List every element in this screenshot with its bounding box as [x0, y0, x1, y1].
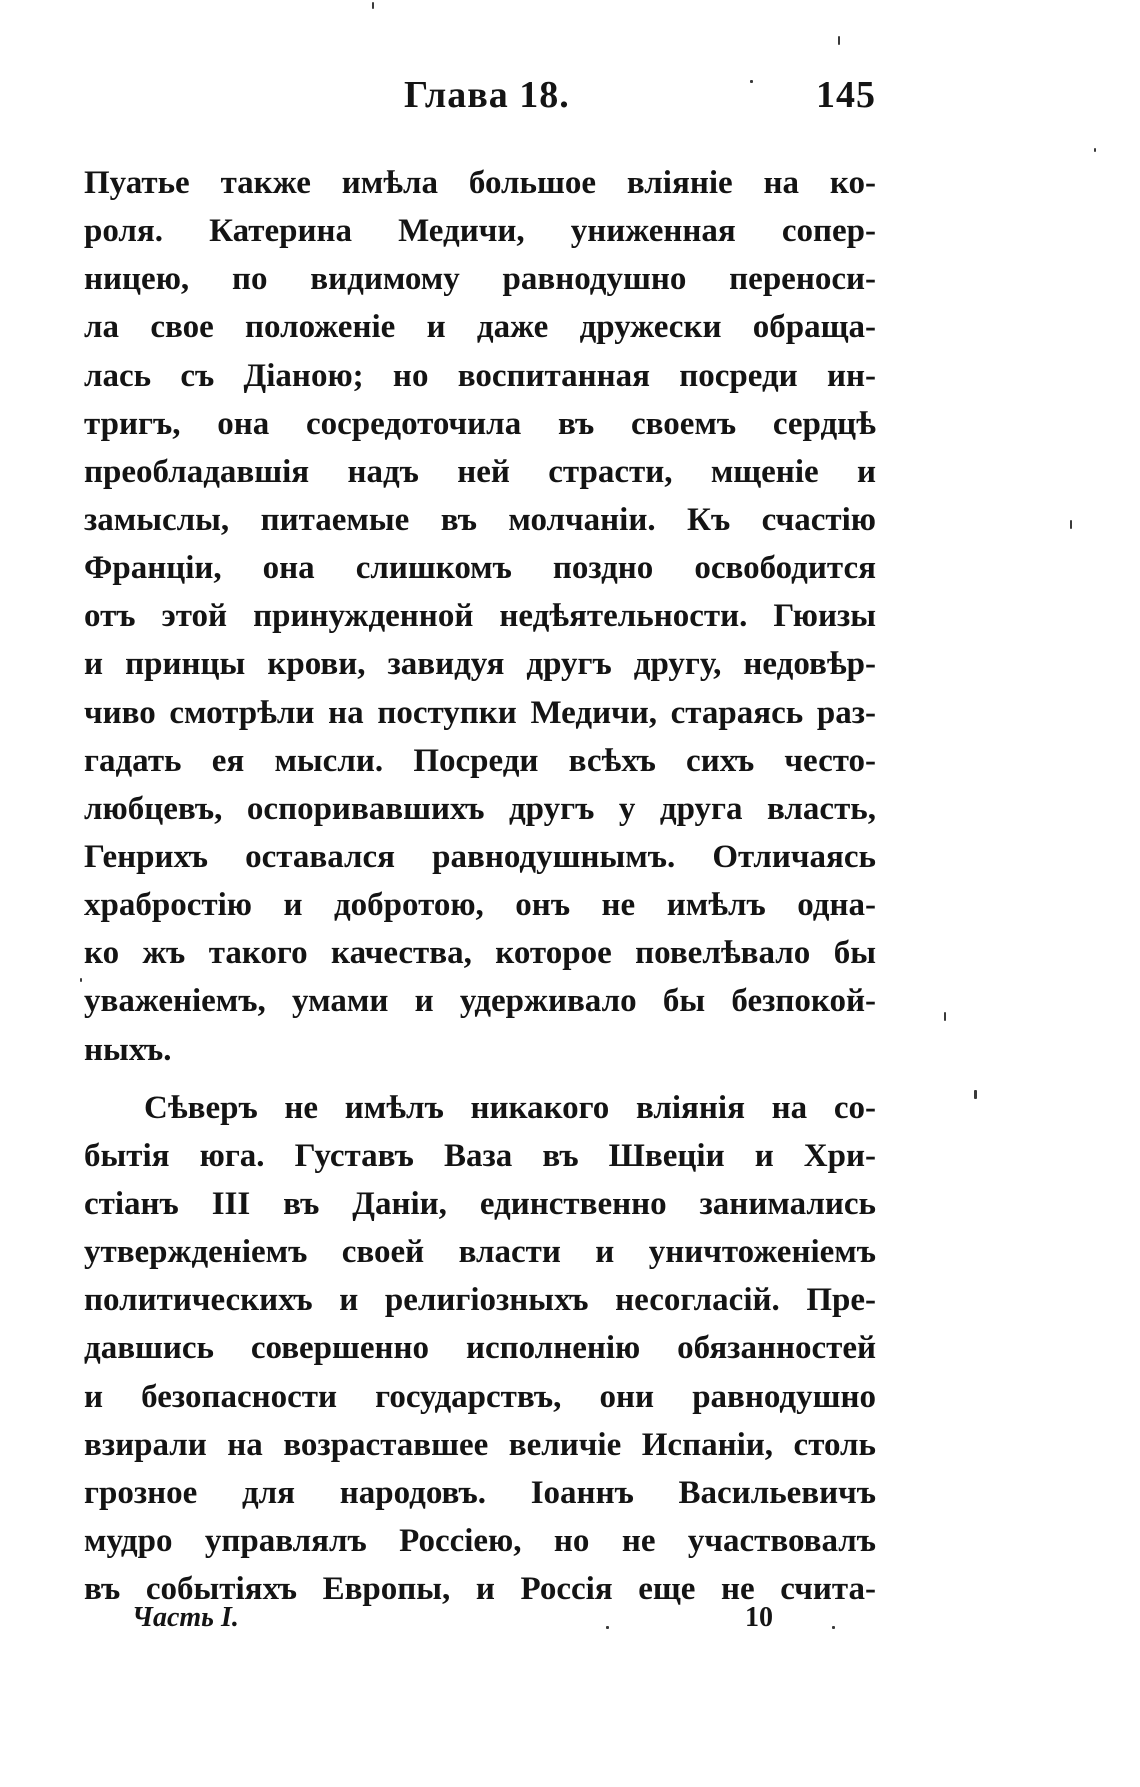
text-line: политическихъ и религіозныхъ несогласій. Пре- — [84, 1282, 876, 1319]
sheet-number: 10 — [745, 1602, 773, 1633]
text-line: Пуатье также имѣла большое вліяніе на ко- — [84, 165, 876, 201]
scan-speck — [606, 1626, 609, 1629]
text-line: и принцы крови, завидуя другъ другу, недовѣр- — [84, 646, 876, 683]
text-line: роля. Катерина Медичи, униженная сопер- — [84, 213, 876, 250]
text-line: бытія юга. Густавъ Ваза въ Швеціи и Хри- — [84, 1137, 876, 1174]
text-line: Сѣверъ не имѣлъ никакого вліянія на со- — [144, 1089, 876, 1126]
text-line: тригъ, она сосредоточила въ своемъ сердцѣ — [84, 405, 876, 442]
signature-mark: Часть I. — [132, 1602, 239, 1633]
text-line: уваженіемъ, умами и удерживало бы безпокой- — [84, 983, 876, 1020]
text-line: Франціи, она слишкомъ поздно освободится — [84, 550, 876, 587]
text-line: храбростію и добротою, онъ не имѣлъ одна- — [84, 887, 876, 924]
text-line: грозное для народовъ. Іоаннъ Васильевичъ — [84, 1474, 876, 1511]
scan-speck — [944, 1012, 946, 1021]
text-line: гадать ея мысли. Посреди всѣхъ сихъ често- — [84, 742, 876, 779]
text-line: утвержденіемъ своей власти и уничтоженіемъ — [84, 1234, 876, 1271]
text-line: стіанъ III въ Даніи, единственно занимались — [84, 1185, 876, 1222]
text-line: мудро управлялъ Россіею, но не участвовалъ — [84, 1522, 876, 1559]
text-line: въ событіяхъ Европы, и Россія еще не счита- — [84, 1571, 876, 1608]
text-line: замыслы, питаемые въ молчаніи. Къ счастію — [84, 501, 876, 538]
text-line: ницею, по видимому равнодушно переноси- — [84, 261, 876, 298]
text-line: ныхъ. — [84, 1031, 172, 1068]
chapter-heading: Глава 18. — [404, 74, 570, 116]
scan-speck — [80, 978, 82, 982]
scan-speck — [750, 80, 753, 83]
scan-speck — [1094, 148, 1096, 152]
text-line: и безопасности государствъ, они равнодушно — [84, 1378, 876, 1415]
scan-speck — [372, 2, 374, 9]
text-line: любцевъ, оспоривавшихъ другъ у друга власть, — [84, 790, 876, 827]
page-number: 145 — [816, 74, 876, 116]
scan-speck — [832, 1626, 835, 1629]
text-line: давшись совершенно исполненію обязанностей — [84, 1330, 876, 1367]
scan-speck — [1070, 520, 1072, 529]
text-line: отъ этой принужденной недѣятельности. Гюизы — [84, 598, 876, 635]
scan-speck — [974, 1090, 977, 1099]
paragraph-gap — [84, 1074, 876, 1084]
text-line: лась съ Діаною; но воспитанная посреди ин- — [84, 357, 876, 394]
text-line: ко жъ такого качества, которое повелѣвало бы — [84, 935, 876, 972]
text-line: Генрихъ оставался равнодушнымъ. Отличаясь — [84, 838, 876, 875]
text-line: ла свое положеніе и даже дружески обраща- — [84, 309, 876, 346]
body-text — [84, 159, 876, 1613]
text-line: взирали на возраставшее величіе Испаніи, столь — [84, 1426, 876, 1463]
text-line: чиво смотрѣли на поступки Медичи, стараясь раз- — [84, 694, 876, 731]
running-head — [84, 72, 876, 118]
page-footer — [132, 1598, 792, 1638]
scan-speck — [838, 36, 840, 45]
text-line: преобладавшія надъ ней страсти, мщеніе и — [84, 453, 876, 490]
